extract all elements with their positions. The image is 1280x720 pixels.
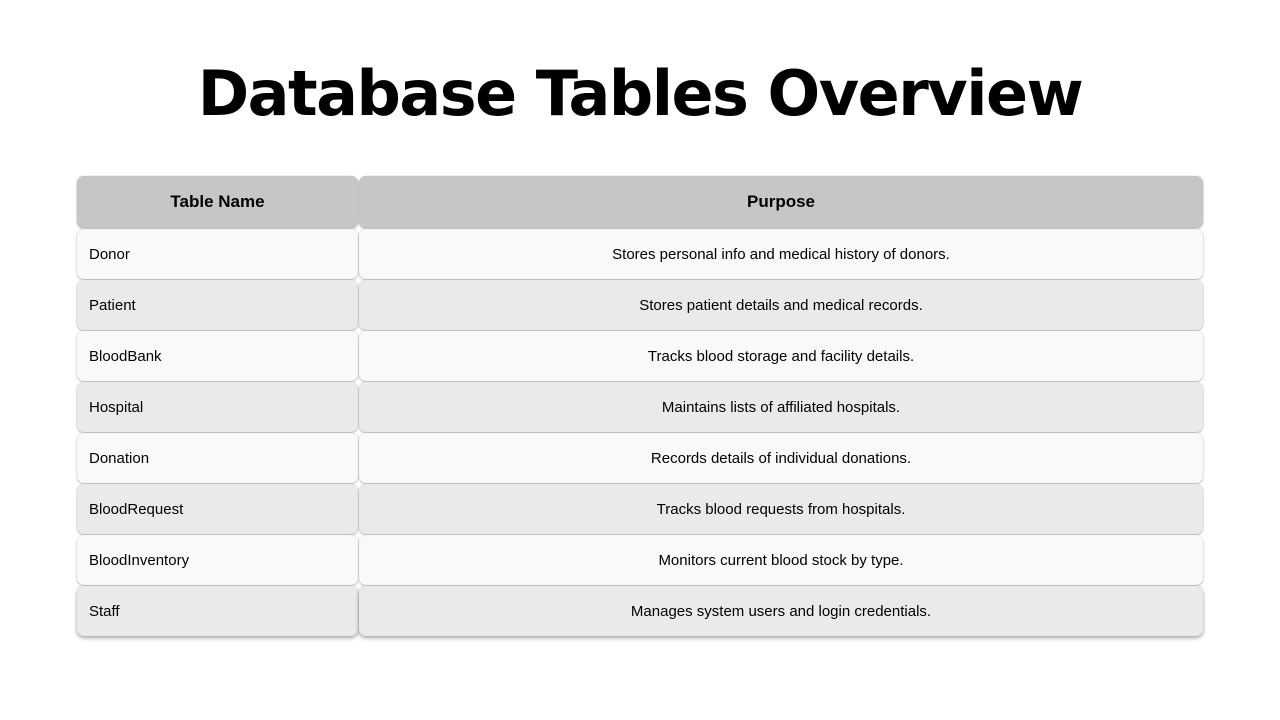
purpose-cell: Tracks blood requests from hospitals. <box>359 484 1203 534</box>
slide-title: Database Tables Overview <box>197 57 1083 130</box>
table-row <box>77 382 1203 433</box>
purpose-cell: Manages system users and login credentials. <box>359 586 1203 636</box>
table-row <box>77 535 1203 586</box>
table-name-cell: BloodBank <box>77 331 358 381</box>
table-row <box>77 229 1203 280</box>
table-name-cell: Hospital <box>77 382 358 432</box>
table-name-cell: BloodRequest <box>77 484 358 534</box>
table-row <box>77 433 1203 484</box>
purpose-cell: Stores personal info and medical history of donors. <box>359 229 1203 279</box>
table-row <box>77 484 1203 535</box>
table-row <box>77 331 1203 382</box>
table-row <box>77 586 1203 637</box>
purpose-cell: Maintains lists of affiliated hospitals. <box>359 382 1203 432</box>
header-purpose: Purpose <box>359 176 1203 228</box>
purpose-cell: Tracks blood storage and facility details. <box>359 331 1203 381</box>
table-name-cell: Donor <box>77 229 358 279</box>
purpose-cell: Records details of individual donations. <box>359 433 1203 483</box>
table-name-cell: Donation <box>77 433 358 483</box>
purpose-cell: Monitors current blood stock by type. <box>359 535 1203 585</box>
header-table-name: Table Name <box>77 176 358 228</box>
table-row <box>77 280 1203 331</box>
table-header-row <box>77 176 1203 229</box>
table-name-cell: Patient <box>77 280 358 330</box>
purpose-cell: Stores patient details and medical records. <box>359 280 1203 330</box>
table-name-cell: Staff <box>77 586 358 636</box>
database-tables-table <box>77 176 1203 637</box>
table-name-cell: BloodInventory <box>77 535 358 585</box>
